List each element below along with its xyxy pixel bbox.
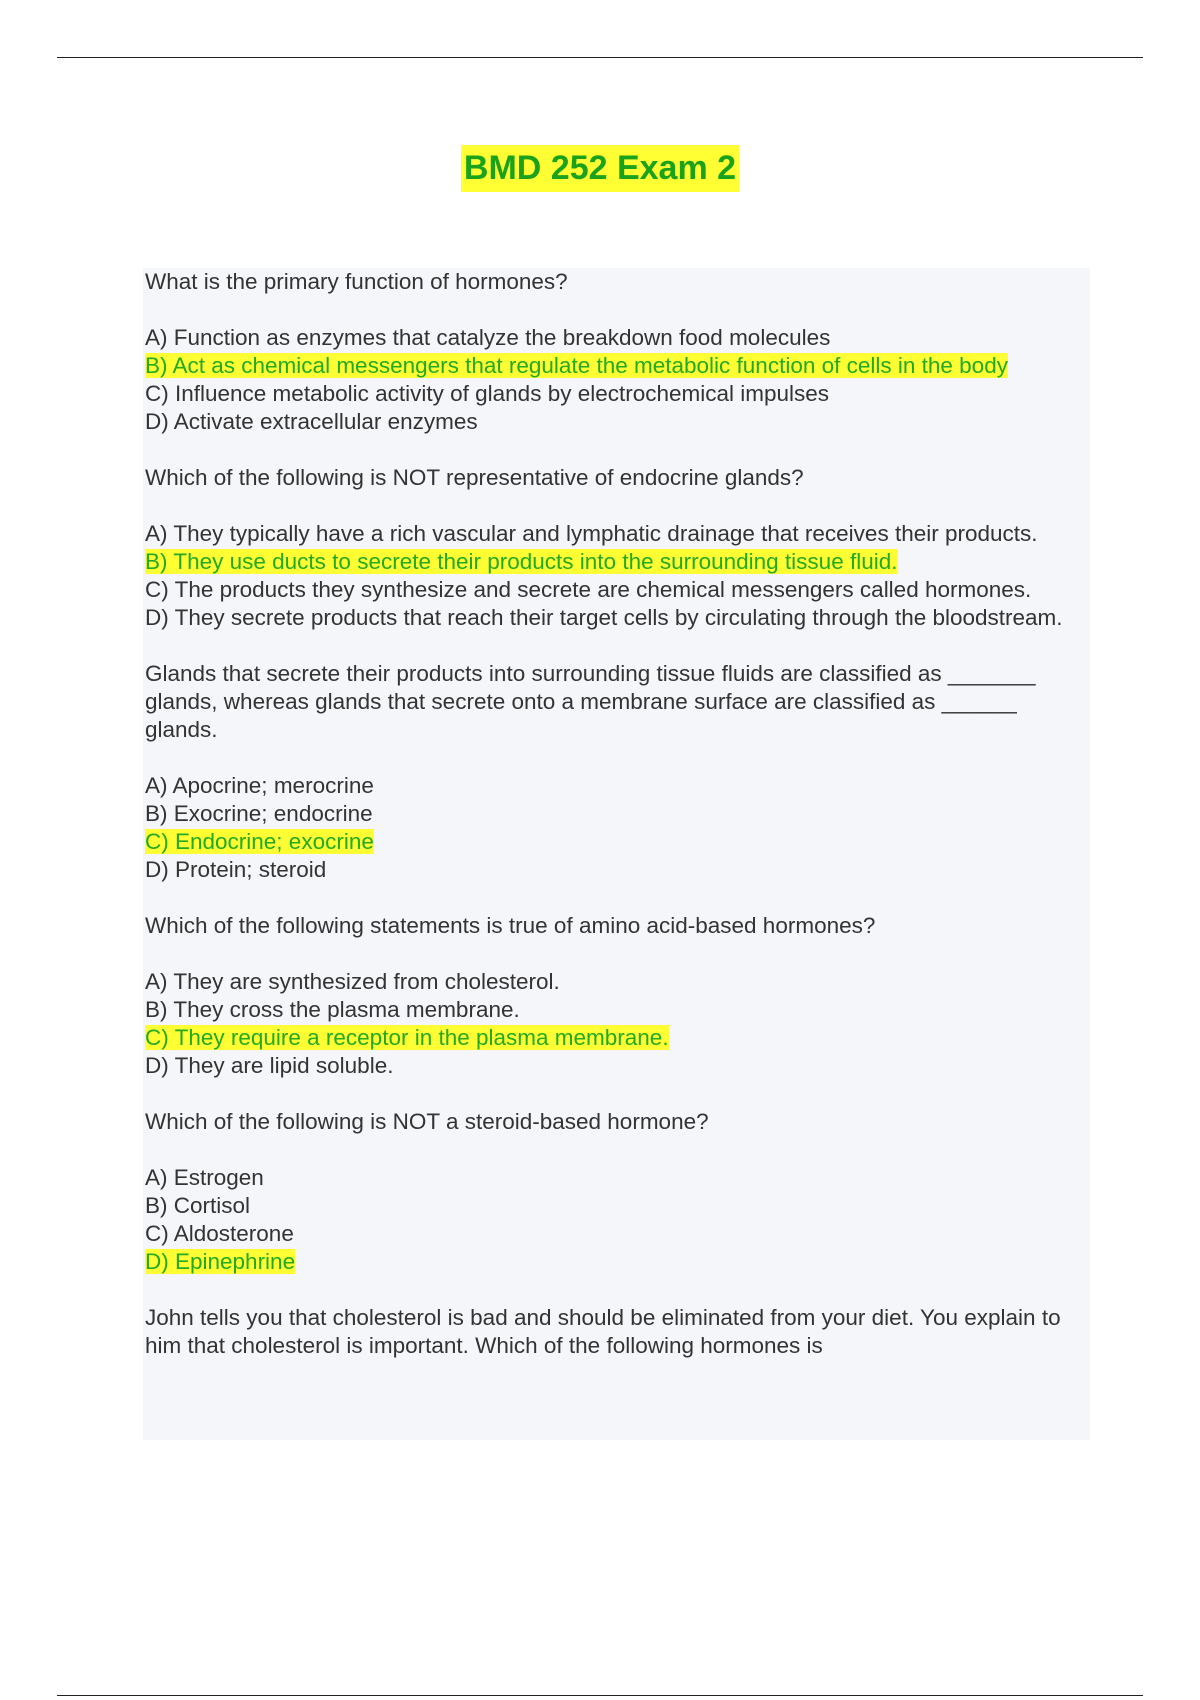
answer-option	[145, 1052, 1090, 1080]
question-prompt: Which of the following is NOT a steroid-based hormone?	[145, 1109, 709, 1134]
answer-option	[145, 1220, 1090, 1248]
answer-option-correct	[145, 828, 1090, 856]
highlighted-option-text: D) Epinephrine	[145, 1249, 296, 1274]
highlighted-option-text: B) They use ducts to secrete their products into the surrounding tissue fluid.	[145, 549, 898, 574]
answer-option	[145, 520, 1090, 548]
answer-option-correct	[145, 352, 1090, 380]
answer-option	[145, 968, 1090, 996]
answer-option	[145, 1192, 1090, 1220]
answer-option	[145, 324, 1090, 352]
option-text: A) They typically have a rich vascular and lymphatic drainage that receives their products.	[145, 521, 1038, 546]
option-text: B) Cortisol	[145, 1193, 251, 1218]
option-text: C) Aldosterone	[145, 1221, 294, 1246]
option-text: C) Influence metabolic activity of glands by electrochemical impulses	[145, 381, 830, 406]
answer-option	[145, 856, 1090, 884]
answer-option-correct	[145, 1024, 1090, 1052]
option-text: A) Apocrine; merocrine	[145, 773, 374, 798]
answer-option	[145, 604, 1090, 632]
answer-option	[145, 380, 1090, 408]
option-text: A) Function as enzymes that catalyze the breakdown food molecules	[145, 325, 831, 350]
option-text: D) They are lipid soluble.	[145, 1053, 394, 1078]
answer-option	[145, 408, 1090, 436]
option-text: C) The products they synthesize and secrete are chemical messengers called hormones.	[145, 577, 1032, 602]
highlighted-option-text: C) Endocrine; exocrine	[145, 829, 374, 854]
answer-option	[145, 800, 1090, 828]
trailing-question-text: John tells you that cholesterol is bad and should be eliminated from your diet. You explain to him that cholesterol is important. Which of the following hormones is	[145, 1305, 1061, 1358]
answer-option	[145, 576, 1090, 604]
page-title: BMD 252 Exam 2	[461, 145, 739, 192]
option-text: B) Exocrine; endocrine	[145, 801, 373, 826]
question-prompt: Which of the following statements is true of amino acid-based hormones?	[145, 913, 876, 938]
option-text: D) Activate extracellular enzymes	[145, 409, 478, 434]
title-wrap	[0, 145, 1200, 192]
answer-option	[145, 1164, 1090, 1192]
question-prompt: Which of the following is NOT representative of endocrine glands?	[145, 465, 804, 490]
bottom-rule	[57, 1695, 1143, 1696]
answer-option	[145, 996, 1090, 1024]
top-rule	[57, 57, 1143, 58]
answer-option-correct	[145, 1248, 1090, 1276]
option-text: A) Estrogen	[145, 1165, 264, 1190]
answer-option	[145, 772, 1090, 800]
option-text: D) Protein; steroid	[145, 857, 327, 882]
option-text: B) They cross the plasma membrane.	[145, 997, 520, 1022]
question-prompt: Glands that secrete their products into surrounding tissue fluids are classified as _______ glands, whereas glands that secrete onto a membrane surface are classified as ______ glands.	[145, 661, 1036, 742]
answer-option-correct	[145, 548, 1090, 576]
exam-content	[143, 268, 1090, 1440]
highlighted-option-text: B) Act as chemical messengers that regulate the metabolic function of cells in the body	[145, 353, 1008, 378]
option-text: A) They are synthesized from cholesterol.	[145, 969, 560, 994]
question-prompt: What is the primary function of hormones?	[145, 269, 568, 294]
option-text: D) They secrete products that reach their target cells by circulating through the bloodstream.	[145, 605, 1063, 630]
highlighted-option-text: C) They require a receptor in the plasma membrane.	[145, 1025, 669, 1050]
